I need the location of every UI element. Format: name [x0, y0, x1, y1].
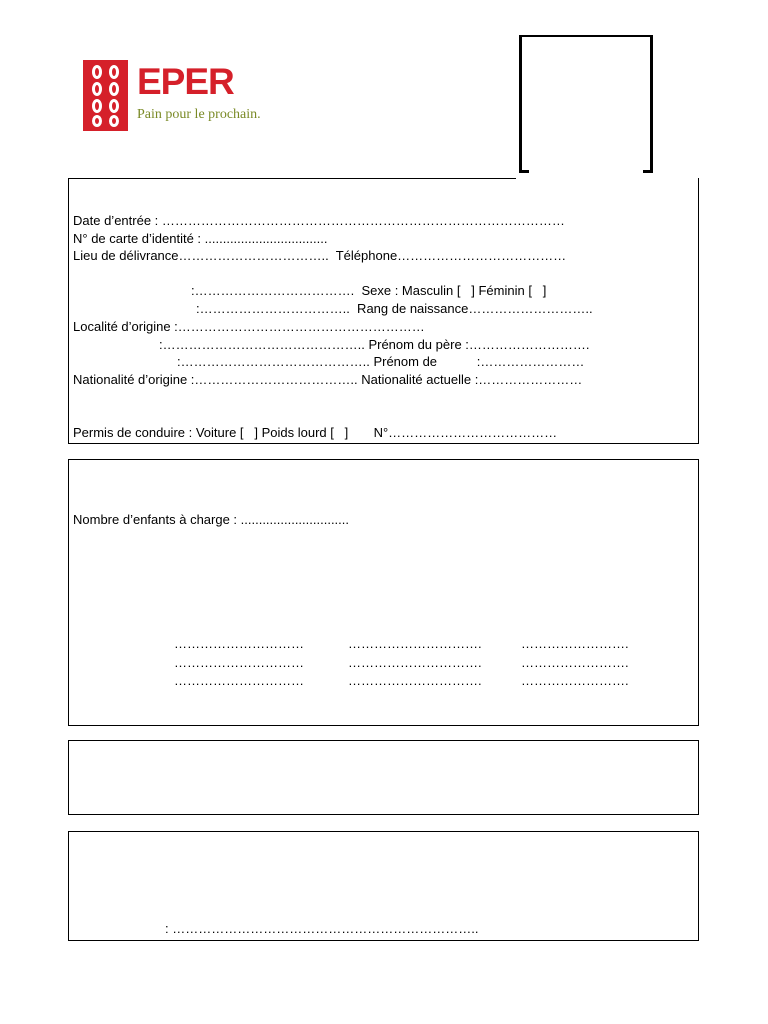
carte-identite-field[interactable]: N° de carte d’identité : ..................................: [73, 231, 328, 246]
eper-logo: [75, 44, 261, 146]
child-row-2-col-3[interactable]: …………………….: [521, 655, 629, 670]
child-row-1-col-1[interactable]: …………………………: [174, 636, 304, 651]
permis-conduire-field[interactable]: Permis de conduire : Voiture [ ] Poids lourd [ ] N°…………………………………: [73, 425, 558, 440]
child-row-2-col-1[interactable]: …………………………: [174, 655, 304, 670]
child-row-3-col-3[interactable]: …………………….: [521, 673, 629, 688]
nombre-enfants-field[interactable]: Nombre d’enfants à charge : ..............................: [73, 512, 350, 527]
child-row-1-col-3[interactable]: …………………….: [521, 636, 629, 651]
child-row-1-col-2[interactable]: ………………………….: [348, 636, 482, 651]
empty-section: [68, 740, 699, 815]
localite-origine-field[interactable]: Localité d’origine :…………………………………………………: [73, 319, 425, 334]
wheat-logo-icon: [83, 60, 128, 131]
nationalite-field[interactable]: Nationalité d’origine :……………………………….. Nationalité actuelle :……………………: [73, 372, 583, 387]
logo-name: EPER: [137, 61, 234, 102]
date-entree-field[interactable]: Date d’entrée : …………………………………………………………………………………: [73, 213, 565, 228]
prenom-de-field[interactable]: :…………………………………….. Prénom de :……………………: [177, 354, 585, 369]
logo-tagline: Pain pour le prochain.: [137, 107, 261, 122]
child-row-3-col-2[interactable]: ………………………….: [348, 673, 482, 688]
photo-frame-corner: [519, 170, 529, 173]
prenom-pere-field[interactable]: :……………………………………….. Prénom du père :……………………….: [159, 337, 590, 352]
photo-frame: [519, 35, 653, 170]
lieu-telephone-field[interactable]: Lieu de délivrance…………………………….. Téléphone…………………………………: [73, 248, 567, 263]
sexe-field[interactable]: :………………………………. Sexe : Masculin [ ] Féminin [ ]: [191, 283, 547, 298]
rang-naissance-field[interactable]: :…………………………….. Rang de naissance………………………..: [196, 301, 593, 316]
photo-frame-corner: [643, 170, 653, 173]
signature-field[interactable]: : ……………………………………………………………..: [165, 921, 479, 936]
child-row-2-col-2[interactable]: ………………………….: [348, 655, 482, 670]
child-row-3-col-1[interactable]: …………………………: [174, 673, 304, 688]
